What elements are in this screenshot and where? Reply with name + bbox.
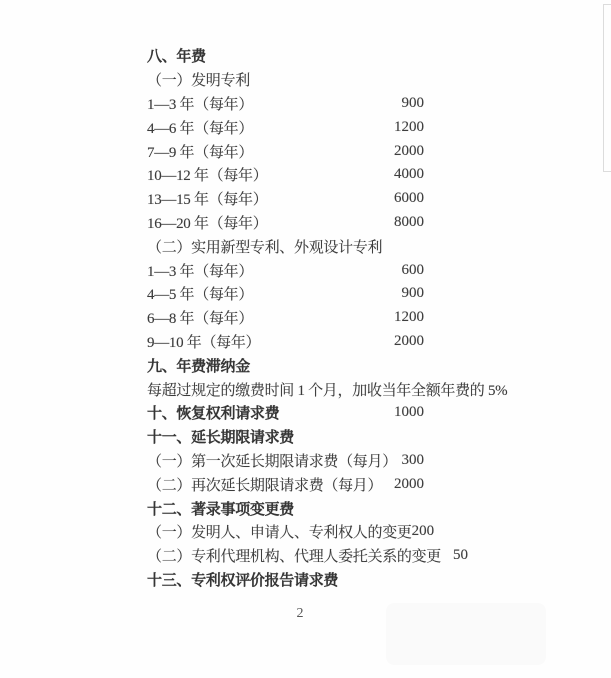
fee-amount: 2000 [394,142,424,159]
section-heading-bibliographic-change-fee [147,496,507,520]
fee-row [147,520,435,544]
fee-label: 1—3 年（每年） [147,96,254,113]
fee-row [147,544,507,568]
fee-row [147,139,424,163]
fee-amount: 2000 [394,332,424,349]
section-heading-label: 十一、延长期限请求费 [147,430,295,447]
note-text: 每超过规定的缴费时间 1 个月，加收当年全额年费的 5% [147,382,508,399]
fee-label: 7—9 年（每年） [147,144,254,161]
fee-row [147,187,424,211]
fee-label: 9—10 年（每年） [147,334,261,351]
fee-amount: 300 [401,451,424,468]
fee-label: 13—15 年（每年） [147,192,268,209]
fee-amount: 600 [401,261,424,278]
fee-amount: 1200 [394,118,424,135]
fee-row [147,330,424,354]
section-heading-late-fee [147,353,507,377]
fee-row [147,92,424,116]
sub-item-invention-patent [147,68,507,92]
fee-row [147,211,424,235]
fee-amount: 900 [401,94,424,111]
fee-label: 10—12 年（每年） [147,168,268,185]
section-heading-label: 十三、专利权评价报告请求费 [147,572,339,589]
section-heading-label: 八、年费 [147,49,206,66]
fee-label: 1—3 年（每年） [147,263,254,280]
fee-amount: 50 [453,547,469,564]
fee-amount: 2000 [394,475,424,492]
page-number: 2 [296,606,304,621]
note-late-fee-rule [147,377,507,401]
fee-row [147,115,424,139]
section-heading-label: 十、恢复权利请求费 [147,406,280,423]
section-heading-label: 九、年费滞纳金 [147,358,250,375]
fee-row [147,163,424,187]
fee-label: 16—20 年（每年） [147,215,268,232]
fee-amount: 6000 [394,190,424,207]
fee-amount: 8000 [394,213,424,230]
section-heading-label: 十二、著录事项变更费 [147,501,295,518]
fee-label: （二）再次延长期限请求费（每月） [147,477,383,494]
fee-amount: 1000 [394,404,424,421]
fee-label: 4—5 年（每年） [147,287,254,304]
sub-item-label: （二）实用新型专利、外观设计专利 [147,239,383,256]
section-heading-extension-fee [147,425,507,449]
fee-row [147,258,424,282]
fee-label: （二）专利代理机构、代理人委托关系的变更 [147,549,442,566]
fee-label: 4—6 年（每年） [147,120,254,137]
fee-amount: 4000 [394,166,424,183]
scan-artifact-box [603,4,611,172]
fee-amount: 900 [401,285,424,302]
fee-amount: 1200 [394,309,424,326]
fee-schedule-document [147,44,507,591]
fee-row [147,472,424,496]
section-heading-evaluation-report-fee [147,568,507,592]
section-heading-annual-fee [147,44,507,68]
fee-amount: 200 [411,523,435,540]
section-heading-fee-row [147,401,424,425]
sub-item-label: （一）发明专利 [147,73,250,90]
fee-label: （一）第一次延长期限请求费（每月） [147,453,397,470]
fee-row [147,449,424,473]
fee-label: 6—8 年（每年） [147,311,254,328]
fee-row [147,306,424,330]
fee-row [147,282,424,306]
sub-item-utility-design-patent [147,234,507,258]
fee-label: （一）发明人、申请人、专利权人的变更 [147,525,412,542]
